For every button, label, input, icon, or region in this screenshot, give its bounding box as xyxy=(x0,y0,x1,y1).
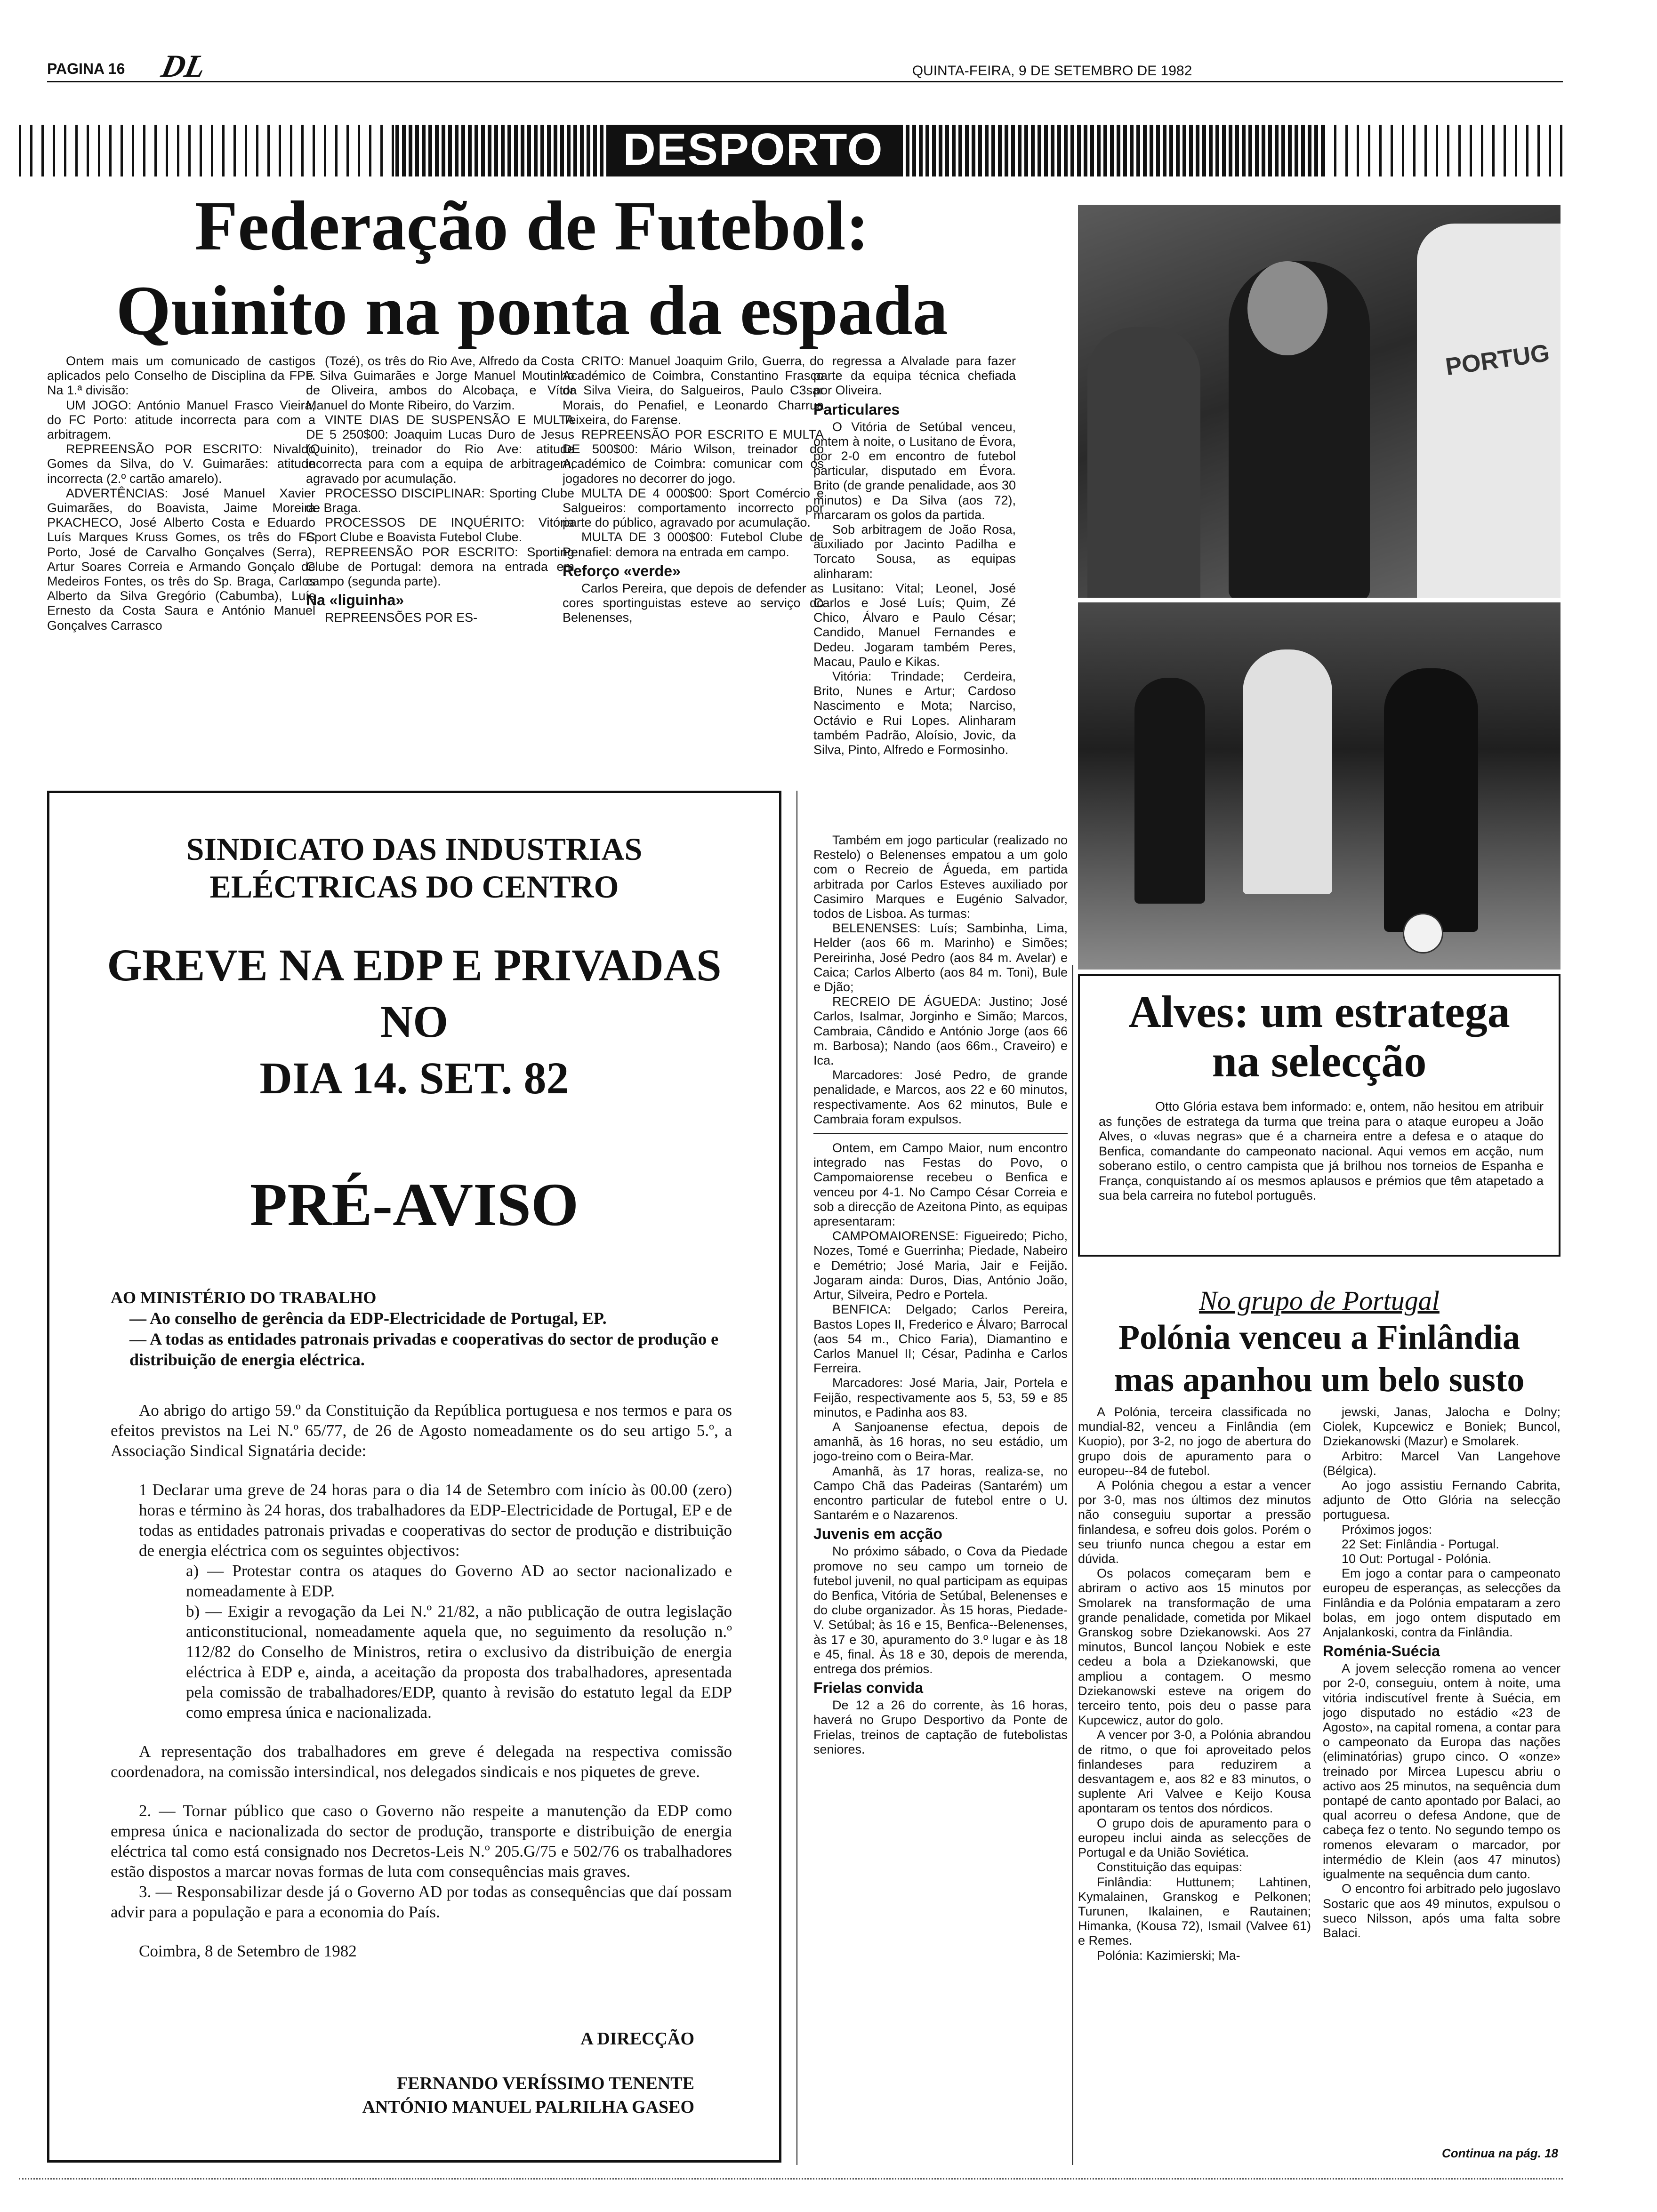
article-paragraph: Também em jogo particular (realizado no Restelo) o Belenenses empatou a um golo com o Recreio de Águeda, em partida arbitrada por Carlos Esteves auxiliado por Casimiro Marques e Eugénio Salvador, todos de Lisboa. As turmas: xyxy=(813,833,1068,921)
polonia-kicker: No grupo de Portugal xyxy=(1199,1285,1440,1316)
article-paragraph: Próximos jogos: xyxy=(1342,1522,1432,1537)
article-paragraph: BENFICA: Delgado; Carlos Pereira, Bastos Lopes II, Frederico e Álvaro; Barrocal (aos 54 m., Chico Faria), Diamantino e Carlos Manuel II; César, Padinha e Carlos Ferreira. xyxy=(813,1302,1068,1376)
article-paragraph: Amanhã, às 17 horas, realiza-se, no Campo Chã das Padeiras (Santarém) um encontro particular de futebol entre o U. Santarém e o Nazarenos. xyxy=(813,1464,1068,1523)
ad-org-line1: SINDICATO DAS INDUSTRIAS xyxy=(186,831,643,867)
polonia-col-1 xyxy=(1078,1405,1311,2160)
article-paragraph: Os polacos começaram bem e abriram o activo aos 15 minutos por Smolarek na transformação de uma grande penalidade, cometida por Mikael Granskog sobre Dziekanowski. Aos 27 minutos, Buncol lançou Nobiek e este cedeu a bola a Dziekanowski, que ampliou a contagem. O mesmo Dziekanowski esteve na origem do terceiro tento, pois deu o passe para Kupcewicz, autor do golo. xyxy=(1078,1566,1311,1728)
article-paragraph: No próximo sábado, o Cova da Piedade promove no seu campo um torneio de futebol juvenil, no qual participam as equipas do Benfica, Vitória de Setúbal, Belenenses e do clube organizador. Às 15 horas, Piedade-V. Setúbal; às 16 e 15, Benfica--Belenenses, às 17 e 30, apuramento do 3.º lugar e às 18 e 45, final. Às 18 e 30, depois de merenda, entrega dos prémios. xyxy=(813,1544,1068,1676)
article-paragraph: 10 Out: Portugal - Polónia. xyxy=(1342,1552,1492,1566)
main-headline-line1: Federação de Futebol: xyxy=(194,187,869,265)
ad-notice-title: PRÉ-AVISO xyxy=(249,1171,579,1239)
strike-notice-ad xyxy=(47,791,781,2163)
photo-shirt-lettering: PORTUG xyxy=(1444,339,1552,381)
article-paragraph: REPREENSÕES POR ES- xyxy=(325,610,478,625)
header-rule xyxy=(47,81,1563,82)
ad-to-ministry: AO MINISTÉRIO DO TRABALHO xyxy=(111,1288,377,1307)
article-paragraph: MULTA DE 4 000$00: Sport Comércio e Salgueiros: comportamento incorrecto por parte do público, agravado por acumulação. xyxy=(563,486,824,530)
photo-coach-head xyxy=(1247,261,1327,355)
article-paragraph: Marcadores: José Pedro, de grande penalidade, e Marcos, aos 22 e 60 minutos, respectivamente. Aos 62 minutos, Bule e Cambraia foram expulsos. xyxy=(813,1068,1068,1126)
photo-player-dark-1 xyxy=(1134,678,1205,904)
footer-dotted-rule xyxy=(19,2178,1563,2180)
section-banner-left-stripes-dense xyxy=(395,125,607,176)
photo-player-white xyxy=(1243,649,1332,894)
ad-item-3: 3. — Responsabilizar desde já o Governo AD por todas as consequências que daí possam advir para a população e para a economia do País. xyxy=(111,1883,732,1921)
article-paragraph: jewski, Janas, Jalocha e Dolny; Ciolek, Kupcewicz e Boniek; Buncol, Dziekanowski (Mazur) e Smolarek. xyxy=(1323,1405,1560,1449)
article-paragraph: (Tozé), os três do Rio Ave, Alfredo da Costa e Silva Guimarães e Jorge Manuel Moutinho de Oliveira, ambos do Alcobaça, e Vítor Manuel do Monte Ribeiro, do Varzim. xyxy=(306,354,574,412)
article-paragraph: PROCESSO DISCIPLINAR: Sporting Clube de Braga. xyxy=(306,486,574,515)
newspaper-logo: DL xyxy=(158,48,209,84)
column-divider-right xyxy=(1072,965,1073,2165)
issue-date: QUINTA-FEIRA, 9 DE SETEMBRO DE 1982 xyxy=(912,63,1192,79)
article-paragraph: Constituição das equipas: xyxy=(1097,1860,1243,1875)
continued-on-page: Continua na pág. 18 xyxy=(1441,2146,1558,2160)
alves-headline-line2: na selecção xyxy=(1212,1036,1427,1086)
main-headline-line2: Quinito na ponta da espada xyxy=(116,272,948,350)
article-paragraph: REPREENSÃO POR ESCRITO: Sporting Clube de Portugal: demora na entrada em campo (segunda parte). xyxy=(306,545,574,589)
subheading: Frielas convida xyxy=(813,1679,923,1697)
polonia-headline-line2: mas apanhou um belo susto xyxy=(1114,1361,1525,1399)
article-paragraph: O grupo dois de apuramento para o europeu inclui ainda as selecções de Portugal e da União Soviética. xyxy=(1078,1816,1311,1860)
alves-headline-line1: Alves: um estratega xyxy=(1128,986,1510,1037)
main-article-col-1 xyxy=(47,354,315,777)
ad-to-council: — Ao conselho de gerência da EDP-Electricidade de Portugal, EP. xyxy=(129,1309,607,1328)
article-paragraph: A vencer por 3-0, a Polónia abrandou de ritmo, o que foi aproveitado pelos finlandeses para reduzirem a desvantagem e, aos 82 e 83 minutos, o suplente Ari Valvee e Keijo Kousa apontaram os tentos dos nórdicos. xyxy=(1078,1728,1311,1816)
article-paragraph: Polónia: Kazimierski; Ma- xyxy=(1097,1948,1240,1963)
ad-strike-line2: NO xyxy=(380,996,448,1047)
photo-ball xyxy=(1403,913,1443,954)
ad-representation: A representação dos trabalhadores em greve é delegada na respectiva comissão coordenadora, na comissão intersindical, nos delegados sindicais e nos piquetes de greve. xyxy=(111,1742,732,1781)
ad-item-1b: b) — Exigir a revogação da Lei N.º 21/82, a não publicação de outra legislação anticonstitucional, nomeadamente aquela que, no seguimento da resolução n.º 112/82 do Conselho de Ministros, retira o exclusivo da distribuição de energia eléctrica à EDP e, ainda, a aceitação da proposta dos trabalhadores, apresentada pela comissão de trabalhadores/EDP, quanto à revisão do estatuto legal da EDP como empresa única e nacionalizada. xyxy=(186,1602,732,1722)
article-paragraph: A Polónia, terceira classificada no mundial-82, venceu a Finlândia (em Kuopio), por 3-2, no jogo de abertura do grupo dois de apuramento para o europeu--84 de futebol. xyxy=(1078,1405,1311,1478)
article-paragraph: RECREIO DE ÁGUEDA: Justino; José Carlos, Isalmar, Jorginho e Simão; Marcos, Cambraia, Cândido e António Jorge (aos 66 m. Barbosa); Nando (aos 66m., Craveiro) e Ica. xyxy=(813,994,1068,1068)
ad-item-1: 1 Declarar uma greve de 24 horas para o dia 14 de Setembro com início às 00.00 (zero) horas e término às 24 horas, dos trabalhadores da EDP-Electricidade de Portugal, EP e de todas as entidades patronais privadas e cooperativas do sector de produção e distribuição de energia eléctrica com os seguintes objectivos: xyxy=(139,1481,732,1560)
article-paragraph: Ontem, em Campo Maior, num encontro integrado nas Festas do Povo, o Campomaiorense recebeu o Benfica e venceu por 4-1. No Campo César Correia e sob a direcção de Azeitona Pinto, as equipas apresentaram: xyxy=(813,1141,1068,1229)
article-paragraph: O Vitória de Setúbal venceu, ontem à noite, o Lusitano de Évora, por 2-0 em encontro de futebol particular, disputado em Évora. Brito (de grande penalidade, aos 30 minutos) e Da Silva (aos 72), marcaram os golos da partida. xyxy=(813,419,1016,522)
subheading: Reforço «verde» xyxy=(563,562,681,579)
ad-signoff: A DIRECÇÃO xyxy=(580,2029,694,2049)
ad-item-1a: a) — Protestar contra os ataques do Governo AD ao sector nacionalizado e nomeadamente à EDP. xyxy=(186,1562,732,1600)
ad-signatory-2: ANTÓNIO MANUEL PALRILHA GASEO xyxy=(362,2097,694,2117)
article-paragraph: CRITO: Manuel Joaquim Grilo, Guerra, do Académico de Coimbra, Constantino Frasco da Silva Vieira, do Salgueiros, Paulo C3sar Morais, do Penafiel, e Leonardo Charrua Teixeira, do Farense. xyxy=(563,354,824,427)
article-paragraph: UM JOGO: António Manuel Frasco Vieira, do FC Porto: atitude incorrecta para com a arbitragem. xyxy=(47,398,315,442)
ad-intro: Ao abrigo do artigo 59.º da Constituição da República portuguesa e nos termos e para os efeitos previstos na Lei N.º 65/77, de 26 de Agosto nomeadamente os do seu artigo 5.º, a Associação Sindical Signatária decide: xyxy=(111,1401,732,1460)
article-paragraph: Arbitro: Marcel Van Langehove (Bélgica). xyxy=(1323,1449,1560,1478)
column-separator xyxy=(813,1133,1068,1134)
section-banner-right-stripes-dense xyxy=(899,125,1323,176)
article-paragraph: MULTA DE 3 000$00: Futebol Clube de Penafiel: demora na entrada em campo. xyxy=(563,530,824,559)
ad-strike-line3: DIA 14. SET. 82 xyxy=(259,1053,569,1103)
subheading: Particulares xyxy=(813,401,900,418)
article-paragraph: ADVERTÊNCIAS: José Manuel Xavier Guimarães, do Boavista, Jaime Moreira PKACHECO, José Alberto Costa e Eduardo Luís Marques Kruss Gomes, os três do FC Porto, José de Carvalho Gonçalves (Serra), Artur Soares Correia e Armando Gonçalo de Medeiros Fontes, os três do Sp. Braga, Carlos Alberto da Silva Gregório (Cabumba), Luís Ernesto da Costa Saura e António Manuel Gonçalves Carrasco xyxy=(47,486,315,633)
photo-left-figure xyxy=(1087,327,1200,598)
section-title: DESPORTO xyxy=(623,124,884,175)
article-paragraph: A Polónia chegou a estar a vencer por 3-0, mas nos últimos dez minutos não conseguiu suportar a pressão finlandesa, e sofreu dois golos. Porém o seu triunfo nunca chegou a estar em dúvida. xyxy=(1078,1478,1311,1566)
subheading: Na «liguinha» xyxy=(306,592,404,609)
article-paragraph: REPREENSÃO POR ESCRITO: Nivaldo Gomes da Silva, do V. Guimarães: atitude incorrecta (2.º cartão amarelo). xyxy=(47,442,315,486)
article-paragraph: Ontem mais um comunicado de castigos aplicados pelo Conselho de Disciplina da FPF. Na 1.ª divisão: xyxy=(47,354,315,398)
page-number-label: PAGINA 16 xyxy=(47,60,125,77)
polonia-headline-line1: Polónia venceu a Finlândia xyxy=(1118,1318,1520,1357)
main-article-col-4 xyxy=(813,354,1016,825)
article-paragraph: Lusitano: Vital; Leonel, José Carlos e José Luís; Quim, Zé Chico, Álvaro e Paulo César; Candido, Manuel Fernandes e Dedeu. Jogaram também Peres, Macau, Paulo e Kikas. xyxy=(813,581,1016,669)
article-paragraph: CAMPOMAIORENSE: Figueiredo; Picho, Nozes, Tomé e Guerrinha; Piedade, Nabeiro e Demétrio; José Maria, Jair e Feijão. Jogaram ainda: Duros, Dias, António João, Artur, Silveira, Pedro e Portela. xyxy=(813,1229,1068,1302)
photo-match-action xyxy=(1078,602,1560,970)
main-article-col-2 xyxy=(306,354,574,777)
ad-item-2: 2. — Tornar público que caso o Governo não respeite a manutenção da EDP como empresa única e nacionalizada do sector de produção, transporte e distribuição de energia eléctrica tal como está consignado nos Decretos-Leis N.º 205.G/75 e 502/76 os trabalhadores estão dispostos a marcar novas formas de luta com consequências mais graves. xyxy=(111,1802,732,1881)
main-article-col-3 xyxy=(563,354,824,777)
alves-caption-text: Otto Glória estava bem informado: e, ontem, não hesitou em atribuir as funções de estratega da turma que treina para o ataque europeu a João Alves, o «luvas negras» que é a charneira entre a defesa e o ataque do Benfica, comandante do campeonato nacional. Aqui vemos em acção, num soberano estilo, o centro campista que já brilhou nos torneios de Espanha e França, conquistando aí os mesmos aplausos e prémios que têm atapetado a sua bela carreira no futebol português. xyxy=(1099,1099,1544,1202)
article-paragraph: regressa a Alvalade para fazer parte da equipa técnica chefiada por Oliveira. xyxy=(813,354,1016,398)
alves-caption-box xyxy=(1078,974,1560,1257)
local-football-column xyxy=(813,833,1068,2165)
article-paragraph: REPREENSÃO POR ESCRITO E MULTA DE 500$00: Mário Wilson, treinador do Académico de Coimbra: comunicar com os jogadores no decorrer do jogo. xyxy=(563,427,824,486)
article-paragraph: 22 Set: Finlândia - Portugal. xyxy=(1342,1537,1499,1551)
subheading: Juvenis em acção xyxy=(813,1525,942,1543)
article-paragraph: PROCESSOS DE INQUÉRITO: Vitória Sport Clube e Boavista Futebol Clube. xyxy=(306,515,574,545)
article-paragraph: Marcadores: José Maria, Jair, Portela e Feijão, respectivamente aos 5, 53, 59 e 85 minutos, e Padinha aos 83. xyxy=(813,1376,1068,1419)
ad-org-line2: ELÉCTRICAS DO CENTRO xyxy=(209,869,619,905)
section-banner-right-stripes xyxy=(1323,125,1563,176)
photo-player-dark-2 xyxy=(1384,668,1478,932)
article-paragraph: Ao jogo assistiu Fernando Cabrita, adjunto de Otto Glória na selecção portuguesa. xyxy=(1323,1478,1560,1522)
article-paragraph: Carlos Pereira, que depois de defender as cores sportinguistas esteve ao serviço do Belenenses, xyxy=(563,581,824,625)
subheading: Roménia-Suécia xyxy=(1323,1643,1440,1660)
article-paragraph: VINTE DIAS DE SUSPENSÃO E MULTA DE 5 250$00: Joaquim Lucas Duro de Jesus (Quinito), treinador do Rio Ave: atitude incorrecta para com a equipa de arbitragem, agravado por acumulação. xyxy=(306,412,574,486)
photo-player-shirt xyxy=(1417,224,1560,598)
article-paragraph: Em jogo a contar para o campeonato europeu de esperanças, as selecções da Finlândia e da Polónia empataram a zero bolas, em jogo ontem disputado em Anjalankoski, contra da Finlândia. xyxy=(1323,1566,1560,1640)
article-paragraph: Sob arbitragem de João Rosa, auxiliado por Jacinto Padilha e Torcato Sousa, as equipas alinharam: xyxy=(813,522,1016,581)
article-paragraph: BELENENSES: Luís; Sambinha, Lima, Helder (aos 66 m. Marinho) e Simões; Pereirinha, José Pedro (aos 84 m. Avelar) e Caica; Carlos Alberto (aos 84 m. Toni), Bule e Djão; xyxy=(813,921,1068,994)
ad-signatory-1: FERNANDO VERÍSSIMO TENENTE xyxy=(396,2074,694,2093)
section-banner-left-stripes xyxy=(19,125,395,176)
article-paragraph: O encontro foi arbitrado pelo jugoslavo Sostaric que aos 49 minutos, expulsou o sueco Nilsson, após uma falta sobre Balaci. xyxy=(1323,1882,1560,1940)
photo-coach xyxy=(1078,205,1560,598)
column-divider-left xyxy=(796,791,797,2165)
article-paragraph: De 12 a 26 do corrente, às 16 horas, haverá no Grupo Desportivo da Ponte de Frielas, treinos de captação de futebolistas seniores. xyxy=(813,1698,1068,1756)
article-paragraph: A Sanjoanense efectua, depois de amanhã, às 16 horas, no seu estádio, um jogo-treino com o Beira-Mar. xyxy=(813,1419,1068,1464)
ad-to-entities: — A todas as entidades patronais privadas e cooperativas do sector de produção e distribuição de energia eléctrica. xyxy=(129,1330,719,1369)
article-paragraph: Vitória: Trindade; Cerdeira, Brito, Nunes e Artur; Cardoso Nascimento e Mota; Narciso, Octávio e Rui Lopes. Alinharam também Padrão, Aloísio, Jovic, da Silva, Pinto, Alfredo e Formosinho. xyxy=(813,669,1016,757)
article-paragraph: A jovem selecção romena ao vencer por 2-0, conseguiu, ontem à noite, uma vitória indiscutível frente à Suécia, em jogo disputado no estádio «23 de Agosto», na capital romena, a contar para o campeonato da Europa das nações (eliminatórias) grupo cinco. O «onze» treinado por Mircea Lupescu abriu o activo aos 25 minutos, na sequência dum pontapé de canto apontado por Balaci, ao qual acorreu o defesa Andone, que de cabeça fez o tento. No segundo tempo os romenos elevaram o marcador, por intermédio de Klein (aos 47 minutos) igualmente na sequência dum canto. xyxy=(1323,1661,1560,1882)
ad-strike-line1: GREVE NA EDP E PRIVADAS xyxy=(107,940,722,990)
ad-place-date: Coimbra, 8 de Setembro de 1982 xyxy=(139,1942,357,1960)
polonia-col-2 xyxy=(1323,1405,1560,2148)
article-paragraph: Finlândia: Huttunem; Lahtinen, Kymalainen, Granskog e Pelkonen; Turunen, Ikalainen, e Rautainen; Himanka, (Kousa 72), Ismail (Valvee 61) e Remes. xyxy=(1078,1875,1311,1948)
